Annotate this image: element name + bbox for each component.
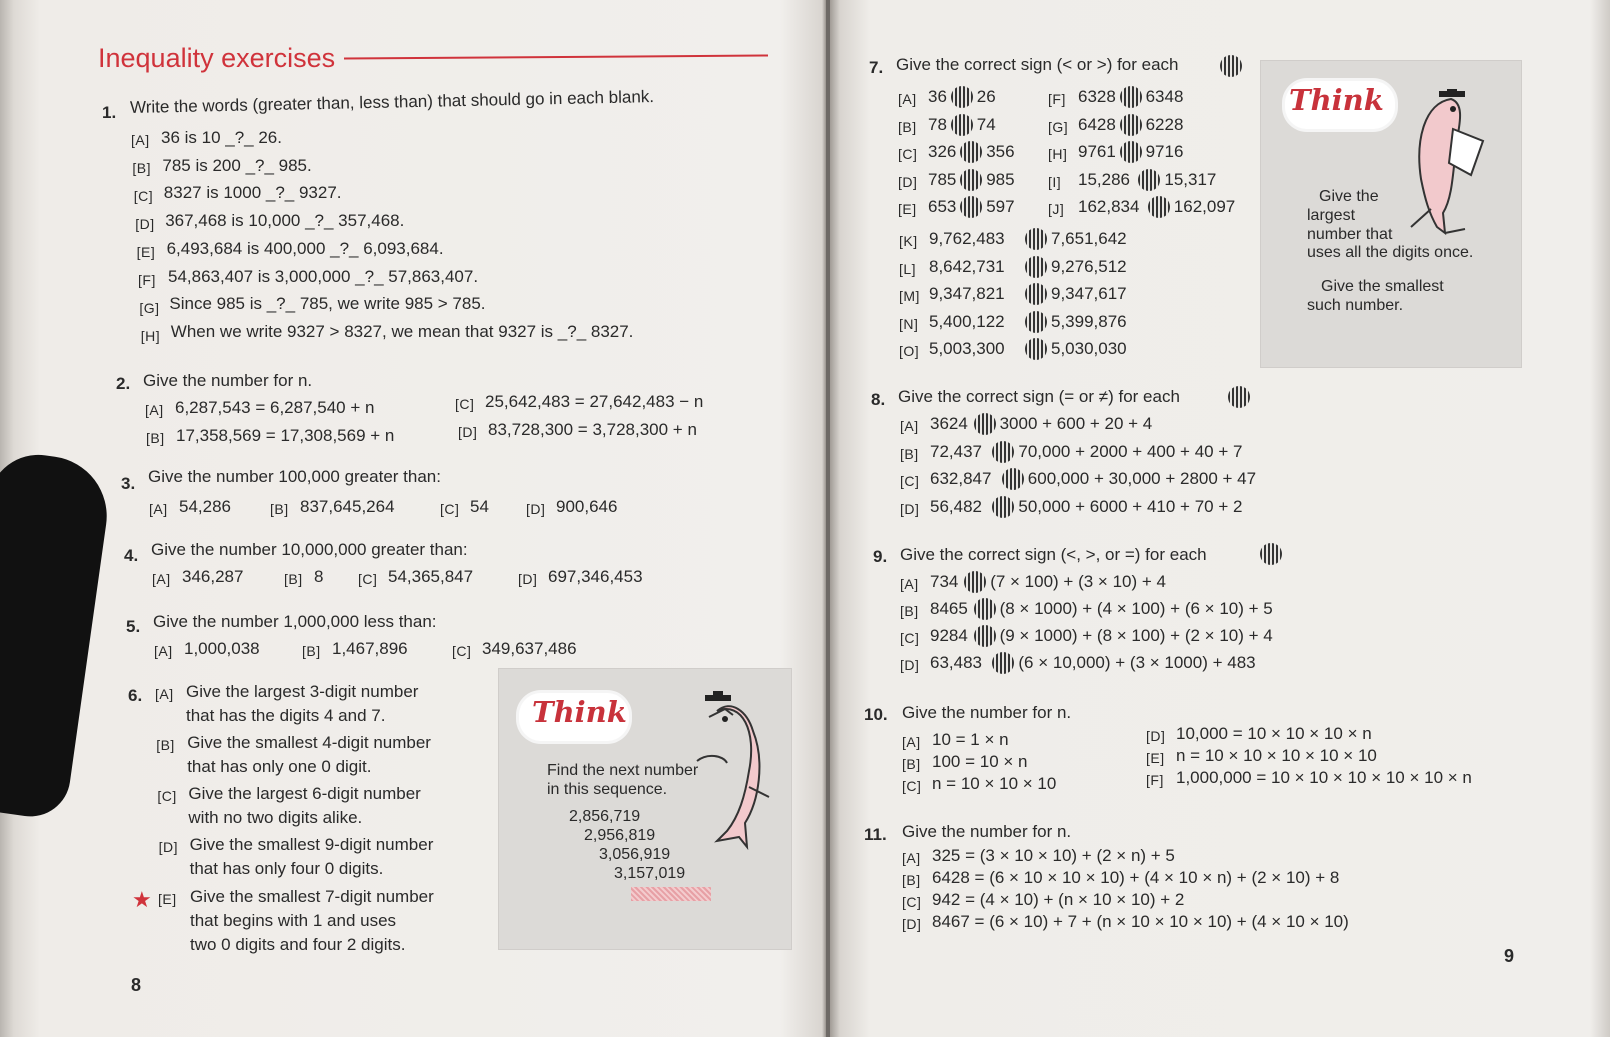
value-b: 9,276,512 [1051,256,1127,276]
item-label: [D] [902,916,922,932]
sequence-value: 3,157,019 [614,865,686,882]
item-text: 325 = (3 × 10 × 10) + (2 × n) + 5 [932,846,1175,865]
value-b: 6348 [1145,87,1184,106]
item-label: [D] [900,500,920,517]
value-a: 632,847 [930,469,992,488]
title-rule [344,55,768,60]
value-a: 56,482 [930,496,982,516]
think-text: number that [1307,226,1393,243]
exercise-number: 3. [121,474,136,493]
item-text: 17,358,569 = 17,308,569 + n [176,426,395,445]
item-label: [C] [133,188,154,204]
exercise-number: 4. [124,546,139,565]
item-label: [D] [1146,728,1166,744]
item-text: 346,287 [182,567,244,586]
think-text: in this sequence. [547,781,668,798]
item-label: [D] [158,839,178,855]
dolphin-icon [1391,89,1491,239]
sign-blank-icon [974,598,996,620]
sign-blank-icon [1025,228,1047,250]
think-text: such number. [1307,297,1404,314]
exercise-number: 7. [869,58,884,77]
value-a: 78 [928,114,947,134]
dolphin-icon [687,691,783,851]
value-b: (9 × 1000) + (8 × 100) + (2 × 10) + 4 [999,626,1273,645]
exercise-prompt: Give the correct sign (< or >) for each [896,55,1179,74]
item-text: 54,365,847 [388,567,474,586]
item-label: [B] [156,737,175,753]
value-a: 9284 [930,626,968,645]
value-a: 326 [928,142,957,161]
value-b: 985 [986,169,1015,189]
sign-blank-icon [992,441,1014,463]
value-a: 63,483 [930,653,982,672]
item-text: 36 is 10 _?_ 26. [161,128,282,147]
item-text: Give the smallest 4-digit number [187,733,431,752]
item-label: [D] [898,173,918,190]
item-text: that begins with 1 and uses [190,911,397,930]
item-label: [H] [140,328,161,344]
sign-blank-icon [960,196,982,218]
item-label: [C] [452,643,472,659]
item-text: 10 = 1 × n [932,730,1009,749]
item-label: [A] [155,686,174,702]
item-label: [D] [526,501,546,517]
think-title: Think [1289,83,1384,117]
value-b: 26 [976,87,996,106]
exercise-prompt: Give the number for n. [902,822,1072,841]
item-text: n = 10 × 10 × 10 [932,774,1057,793]
item-label: [C] [358,571,378,587]
sign-blank-icon [1148,196,1170,218]
item-text: 6,287,543 = 6,287,540 + n [175,398,375,417]
value-a: 9,762,483 [929,229,1005,248]
value-b: 6228 [1145,114,1184,134]
exercise-number: 5. [126,617,141,636]
value-b: 50,000 + 6000 + 410 + 70 + 2 [1018,496,1243,516]
exercise-prompt: Give the number 10,000,000 greater than: [151,540,468,559]
sign-blank-icon [1025,338,1047,360]
value-a: 8465 [930,599,968,618]
think-text: Give the smallest [1321,278,1444,295]
value-a: 9761 [1078,142,1116,161]
sign-blank-icon [1120,141,1142,163]
item-label: [B] [898,118,917,135]
item-text: 100 = 10 × n [932,752,1028,771]
item-label: [A] [131,132,150,148]
item-text: 6,493,684 is 400,000 _?_ 6,093,684. [166,238,444,258]
thumb [0,448,114,821]
item-label: [D] [135,216,155,232]
answer-blank [631,887,711,901]
value-a: 8,642,731 [929,256,1005,276]
item-label: [A] [152,571,171,587]
item-label: [C] [157,788,177,804]
value-b: 7,651,642 [1051,229,1127,248]
think-box [1260,60,1522,368]
sign-blank-icon [1025,283,1047,305]
exercise-prompt: Give the number for n. [902,703,1072,722]
item-label: [A] [898,91,917,107]
exercise-number: 1. [102,103,117,122]
sign-blank-icon [1228,386,1250,408]
value-b: 5,399,876 [1051,311,1127,331]
item-label: [B] [302,643,321,659]
sign-blank-icon [1138,169,1160,191]
item-text: n = 10 × 10 × 10 × 10 × 10 [1176,746,1377,765]
item-label: [C] [898,146,918,162]
value-a: 734 [930,572,959,591]
item-label: [E] [898,201,917,217]
value-a: 5,003,300 [929,339,1005,358]
item-label: [C] [440,501,460,517]
item-text: 83,728,300 = 3,728,300 + n [488,420,697,439]
item-label: [A] [154,643,173,659]
item-label: [B] [900,445,919,462]
item-text: Give the smallest 9-digit number [189,835,434,854]
item-label: [C] [902,894,922,910]
exercise-prompt: Write the words (greater than, less than) that should go in each blank. [129,87,655,117]
item-text: 8467 = (6 × 10) + 7 + (n × 10 × 10 × 10) + (4 × 10 × 10) [932,912,1349,931]
value-b: 356 [986,142,1015,161]
sequence-value: 2,856,719 [569,808,641,825]
think-title: Think [532,695,627,729]
item-text: Since 985 is _?_ 785, we write 985 > 785. [169,294,486,314]
item-label: [B] [902,756,921,772]
item-text: that has only one 0 digit. [187,757,372,776]
value-a: 653 [928,197,957,216]
item-label: [G] [139,300,160,316]
value-a: 9,347,821 [929,284,1005,303]
value-b: 70,000 + 2000 + 400 + 40 + 7 [1018,441,1243,461]
item-label: [K] [899,233,918,249]
item-text: 367,468 is 10,000 _?_ 357,468. [165,211,405,231]
item-label: [E] [158,891,177,907]
value-b: 5,030,030 [1051,339,1127,358]
value-b: 9,347,617 [1051,284,1127,303]
star-icon: ★ [132,887,152,912]
value-b: (7 × 100) + (3 × 10) + 4 [990,572,1166,591]
item-label: [C] [455,396,475,412]
exercise-number: 6. [128,686,143,705]
value-b: 74 [976,114,996,134]
item-label: [D] [458,424,478,440]
sign-blank-icon [1002,468,1024,490]
item-text: Give the largest 6-digit number [188,784,421,803]
value-a: 6428 [1078,114,1116,134]
sign-blank-icon [951,114,973,136]
item-label: [E] [1146,750,1165,766]
value-a: 72,437 [930,441,982,461]
exercise-number: 10. [864,705,888,724]
item-text: that has only four 0 digits. [189,859,384,878]
item-text: 25,642,483 = 27,642,483 − n [485,392,704,411]
think-box [498,668,792,950]
item-label: [J] [1048,201,1065,217]
exercise-number: 9. [873,547,888,566]
sign-blank-icon [1260,543,1282,565]
item-label: [B] [902,872,921,888]
sign-blank-icon [964,571,986,593]
item-text: 697,346,453 [548,567,643,586]
think-text: Give the [1319,188,1379,205]
item-label: [D] [518,571,538,587]
sign-blank-icon [1120,114,1142,136]
value-b: 15,317 [1164,169,1217,189]
item-label: [A] [900,576,919,592]
item-text: 1,000,000 = 10 × 10 × 10 × 10 × 10 × n [1176,768,1472,787]
item-label: [B] [146,430,165,446]
think-text: largest [1307,207,1356,224]
sign-blank-icon [974,413,996,435]
exercise-prompt: Give the number for n. [143,371,313,390]
item-label: [A] [900,418,919,434]
value-a: 3624 [930,414,968,433]
item-label: [A] [902,734,921,750]
item-label: [L] [899,260,917,277]
exercise-prompt: Give the correct sign (= or ≠) for each [898,387,1180,406]
item-label: [D] [900,657,920,673]
page-number: 9 [1504,946,1515,966]
item-text: When we write 9327 > 8327, we mean that 9327 is _?_ 8327. [170,321,634,341]
item-label: [C] [900,473,920,489]
item-text: Give the largest 3-digit number [186,682,419,701]
item-label: [B] [284,571,303,587]
item-text: 1,000,038 [184,639,260,658]
sign-blank-icon [992,652,1014,674]
item-label: [B] [270,501,289,517]
item-label: [N] [899,315,919,332]
exercise-prompt: Give the number 100,000 greater than: [148,467,441,486]
item-label: [E] [136,244,156,260]
value-b: 3000 + 600 + 20 + 4 [999,414,1153,433]
item-text: 54,863,407 is 3,000,000 _?_ 57,863,407. [168,266,479,286]
item-text: 54 [470,497,489,516]
exercise-prompt: Give the correct sign (<, >, or =) for each [900,545,1207,564]
value-a: 36 [928,87,947,106]
sign-blank-icon [1025,311,1047,333]
item-text: 1,467,896 [332,639,408,658]
item-label: [A] [145,402,164,418]
item-text: that has the digits 4 and 7. [186,706,386,725]
item-text: 6428 = (6 × 10 × 10 × 10) + (4 × 10 × n) + (2 × 10) + 8 [932,868,1340,887]
sign-blank-icon [960,141,982,163]
item-text: 54,286 [179,497,231,516]
item-label: [F] [1048,91,1066,107]
page-title: Inequality exercises [98,43,336,73]
item-text: 10,000 = 10 × 10 × 10 × n [1176,724,1372,743]
item-label: [B] [132,160,152,176]
exercise-prompt: Give the number 1,000,000 less than: [153,612,437,631]
item-text: with no two digits alike. [188,808,363,827]
item-label: [F] [1146,772,1164,788]
sign-blank-icon [1120,86,1142,108]
think-text: Find the next number [547,762,699,779]
value-b: (6 × 10,000) + (3 × 1000) + 483 [1018,653,1256,672]
sign-blank-icon [1220,55,1242,77]
sign-blank-icon [951,86,973,108]
sequence-value: 3,056,919 [599,846,671,863]
value-a: 5,400,122 [929,311,1005,331]
think-text: uses all the digits once. [1307,244,1474,261]
item-label: [O] [899,343,920,359]
sign-blank-icon [974,625,996,647]
item-text: 942 = (4 × 10) + (n × 10 × 10) + 2 [932,890,1185,909]
item-text: 8 [314,567,324,586]
item-label: [C] [902,778,922,794]
value-a: 785 [928,169,957,189]
right-page [830,0,1610,1037]
item-label: [H] [1048,146,1068,162]
item-text: 900,646 [556,497,618,516]
item-text: 837,645,264 [300,497,395,516]
sign-blank-icon [992,496,1014,518]
item-label: [M] [899,288,920,304]
value-a: 162,834 [1078,197,1140,216]
page-number: 8 [131,975,142,995]
item-text: 8327 is 1000 _?_ 9327. [163,183,342,203]
item-text: Give the smallest 7-digit number [190,887,434,906]
sign-blank-icon [1025,256,1047,278]
item-text: 785 is 200 _?_ 985. [162,155,312,175]
item-label: [C] [900,630,920,646]
value-b: 9716 [1145,142,1184,161]
item-label: [B] [900,603,919,619]
item-label: [G] [1048,118,1069,135]
value-a: 15,286 [1078,169,1130,189]
item-label: [I] [1048,173,1062,190]
item-label: [A] [902,850,921,866]
exercise-number: 2. [116,374,131,393]
value-b: (8 × 1000) + (4 × 100) + (6 × 10) + 5 [999,599,1273,618]
exercise-number: 8. [871,390,886,409]
item-label: [F] [138,272,156,288]
item-text: two 0 digits and four 2 digits. [190,935,406,954]
item-text: 349,637,486 [482,639,577,658]
exercise-number: 11. [864,825,887,844]
item-label: [A] [149,501,168,517]
value-b: 162,097 [1173,197,1236,216]
sequence-value: 2,956,819 [584,827,656,844]
value-b: 597 [986,197,1015,216]
sign-blank-icon [960,169,982,191]
value-b: 600,000 + 30,000 + 2800 + 47 [1027,469,1257,488]
value-a: 6328 [1078,87,1116,106]
